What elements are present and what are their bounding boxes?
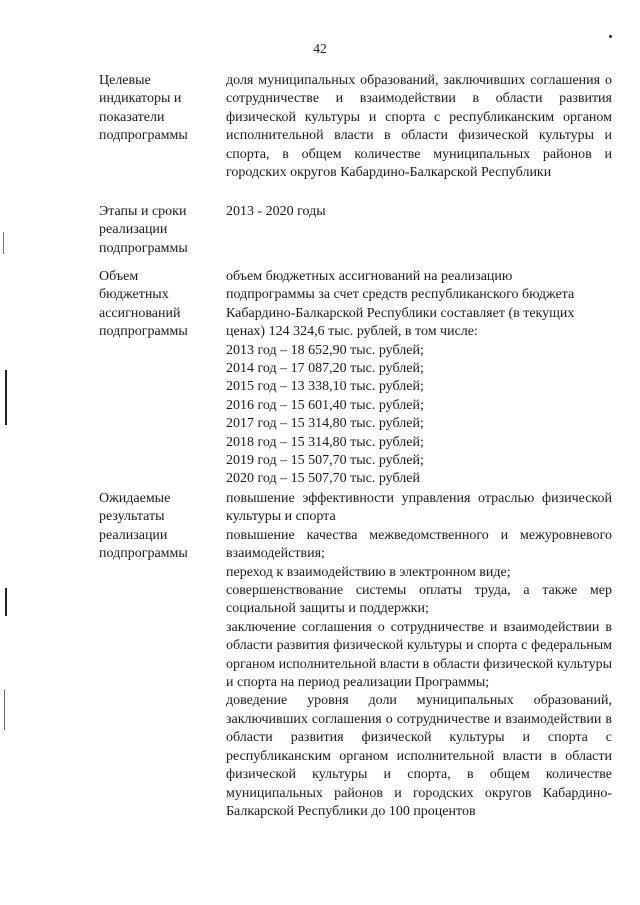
budget-intro-line: Кабардино-Балкарской Республики составляет (в текущих [226, 305, 575, 321]
row-label: Ожидаемые результаты реализации подпрограммы [99, 491, 188, 562]
row-label: Объем бюджетных ассигнований подпрограммы [99, 269, 188, 340]
row-label: Целевые индикаторы и показатели подпрограммы [99, 73, 188, 144]
scan-mark-top-right [609, 35, 612, 38]
budget-year-line: 2019 год – 15 507,70 тыс. рублей; [226, 453, 424, 469]
result-paragraph: доведение уровня доли муниципальных образований, заключивших соглашения о сотрудничестве и взаимодействии в области развития физической культуры и спорта с республиканским органом исполнительной власти в области физической культуры и спорта, в общем количестве муниципальных районов и городских округов Кабардино-Балкарской Республики до 100 процентов [226, 693, 612, 819]
row-text: доля муниципальных образований, заключивших соглашения о сотрудничестве и взаимодействии в области развития физической культуры и спорта с республиканским органом исполнительной власти в области физической культуры и спорта, в общем количестве муниципальных районов и городских округов Кабардино-Балкарской Республики [226, 73, 612, 181]
scan-mark-left-4 [4, 690, 5, 730]
scan-mark-left-1 [3, 232, 4, 254]
budget-year-line: 2017 год – 15 314,80 тыс. рублей; [226, 416, 424, 432]
results-text [226, 490, 612, 821]
budget-year-line: 2014 год – 17 087,20 тыс. рублей; [226, 361, 424, 377]
page-number: 42 [313, 41, 327, 56]
budget-text [226, 268, 612, 489]
budget-year-line: 2020 год – 15 507,70 тыс. рублей [226, 471, 420, 487]
row-text: 2013 - 2020 годы [226, 204, 326, 219]
budget-intro-line: подпрограммы за счет средств республиканского бюджета [226, 287, 575, 303]
result-paragraph: повышение эффективности управления отраслью физической культуры и спорта [226, 491, 612, 525]
budget-year-line: 2018 год – 15 314,80 тыс. рублей; [226, 434, 424, 450]
scan-mark-left-2 [5, 370, 7, 425]
budget-year-line: 2016 год – 15 601,40 тыс. рублей; [226, 397, 424, 413]
budget-year-line: 2013 год – 18 652,90 тыс. рублей; [226, 342, 424, 358]
budget-intro-line: объем бюджетных ассигнований на реализацию [226, 269, 513, 284]
scan-mark-left-3 [5, 588, 7, 616]
budget-intro-line: ценах) 124 324,6 тыс. рублей, в том числе: [226, 324, 478, 340]
result-paragraph: заключение соглашения о сотрудничестве и взаимодействии в области развития физической культуры и спорта с федеральным органом исполнительной власти в области физической культуры и спорта на период реализации Программы; [226, 619, 612, 691]
result-paragraph: совершенствование системы оплаты труда, а также мер социальной защиты и поддержки; [226, 583, 612, 617]
budget-year-line: 2015 год – 13 338,10 тыс. рублей; [226, 379, 424, 395]
row-label: Этапы и сроки реализации подпрограммы [99, 204, 188, 256]
result-paragraph: повышение качества межведомственного и межуровневого взаимодействия; [226, 527, 612, 562]
result-paragraph: переход к взаимодействию в электронном виде; [226, 564, 511, 580]
